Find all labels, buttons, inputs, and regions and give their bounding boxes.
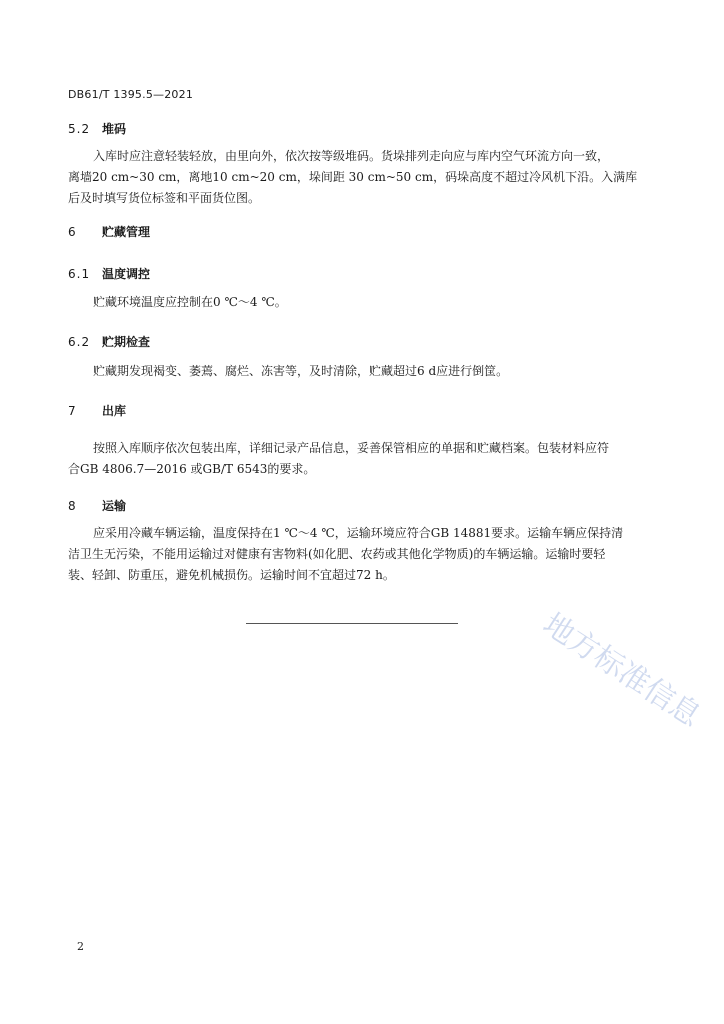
section-title: 贮期检查 (102, 335, 151, 349)
body-line: 洁卫生无污染，不能用运输过对健康有害物料(如化肥、农药或其他化学物质)的车辆运输。运输时要轻 (68, 547, 606, 561)
section-title: 温度调控 (102, 267, 151, 281)
section-body-7 (68, 438, 638, 480)
body-line: 装、轻卸、防重压，避免机械损伤。运输时间不宜超过72 h。 (68, 568, 395, 582)
section-number: 7 (68, 404, 77, 418)
body-line: 贮藏期发现褐变、萎蔫、腐烂、冻害等，及时清除，贮藏超过6 d应进行倒筐。 (93, 364, 509, 378)
section-heading-5-2 (68, 120, 126, 137)
section-title: 堆码 (102, 122, 127, 136)
section-title: 贮藏管理 (102, 225, 151, 239)
watermark: 地方标准信息 (536, 606, 707, 735)
body-line: 按照入库顺序依次包装出库，详细记录产品信息，妥善保管相应的单据和贮藏档案。包装材料应符 (93, 441, 610, 455)
body-line: 应采用冷藏车辆运输，温度保持在1 ℃～4 ℃，运输环境应符合GB 14881要求。运输车辆应保持清 (93, 526, 624, 540)
page-number: 2 (77, 940, 84, 953)
body-line: 入库时应注意轻装轻放，由里向外，依次按等级堆码。货垛排列走向应与库内空气环流方向一致， (93, 149, 610, 163)
end-of-document-rule (246, 623, 458, 624)
body-line: 贮藏环境温度应控制在0 ℃～4 ℃。 (93, 295, 287, 309)
section-title: 运输 (102, 499, 127, 513)
section-number: 6 (68, 225, 77, 239)
body-line: 后及时填写货位标签和平面货位图。 (68, 191, 261, 205)
section-heading-7 (68, 402, 126, 419)
section-body-6-1 (68, 292, 638, 313)
section-number: 8 (68, 499, 77, 513)
section-heading-8 (68, 497, 126, 514)
section-number: 5.2 (68, 122, 91, 136)
document-code: DB61/T 1395.5—2021 (68, 88, 194, 101)
section-title: 出库 (102, 404, 127, 418)
section-body-8 (68, 523, 638, 586)
section-heading-6 (68, 223, 150, 240)
section-heading-6-1 (68, 265, 150, 282)
section-number: 6.1 (68, 267, 91, 281)
body-line: 合GB 4806.7—2016 或GB/T 6543的要求。 (68, 462, 316, 476)
section-heading-6-2 (68, 333, 150, 350)
section-number: 6.2 (68, 335, 91, 349)
section-body-6-2 (68, 361, 638, 382)
section-body-5-2 (68, 146, 638, 209)
body-line: 离墙20 cm~30 cm，离地10 cm~20 cm，垛间距 30 cm~50 cm，码垛高度不超过冷风机下沿。入满库 (68, 170, 638, 184)
